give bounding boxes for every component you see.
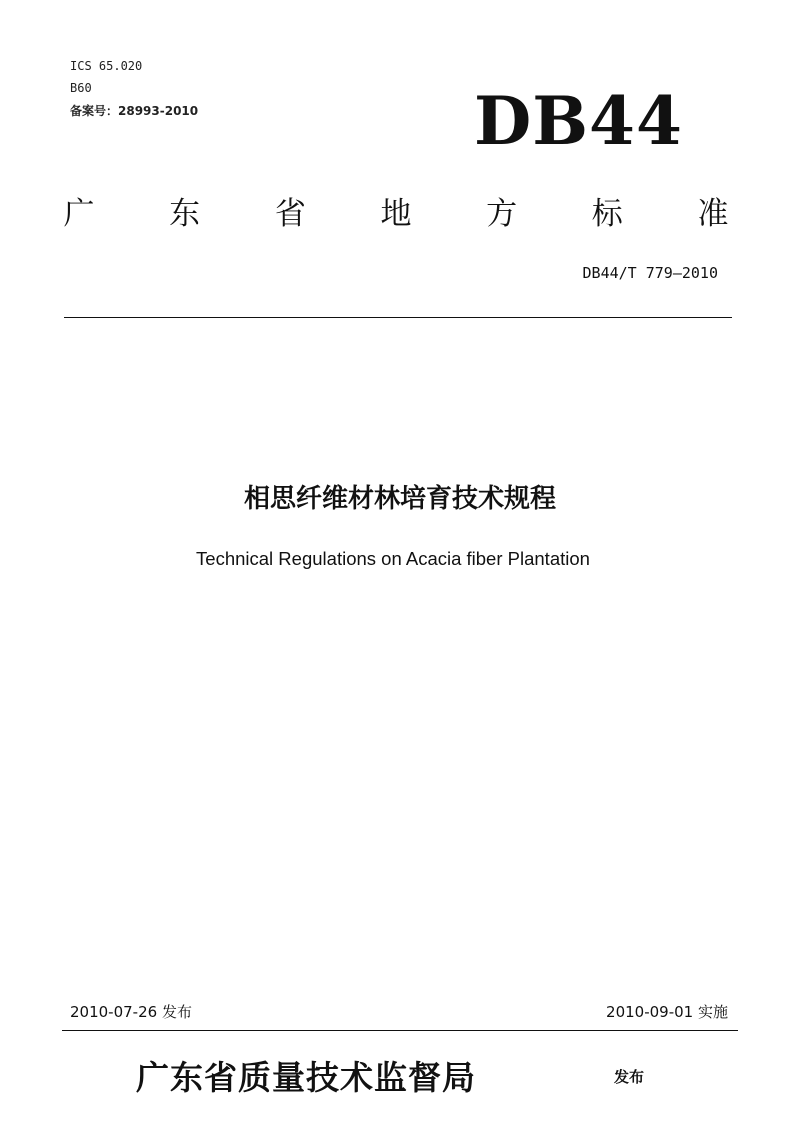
standard-type-char: 准 [697, 196, 729, 232]
standard-type-char: 东 [169, 196, 201, 232]
standard-type-char: 地 [380, 196, 412, 232]
standard-type-char: 标 [591, 196, 623, 232]
document-title-english: Technical Regulations on Acacia fiber Plantation [196, 548, 590, 569]
standard-type-char: 广 [63, 196, 95, 232]
top-divider [64, 317, 732, 318]
standard-type-heading [56, 188, 736, 233]
classification-code: B60 [70, 81, 92, 95]
document-title-chinese: 相思纤维材林培育技术规程 [243, 484, 556, 514]
standard-type-char: 方 [486, 196, 518, 232]
bottom-divider [62, 1030, 738, 1031]
standard-logo: DB44 [474, 82, 683, 160]
registration-number: 备案号：28993-2010 [70, 104, 199, 118]
implementation-date: 2010-09-01 实施 [606, 1003, 728, 1021]
standard-type-char: 省 [274, 196, 306, 232]
standard-number: DB44/T 779—2010 [582, 264, 718, 282]
ics-code: ICS 65.020 [70, 59, 143, 73]
issuing-authority: 广东省质量技术监督局 [136, 1058, 476, 1097]
issue-date: 2010-07-26 发布 [70, 1003, 192, 1021]
issuing-label: 发布 [614, 1068, 645, 1086]
